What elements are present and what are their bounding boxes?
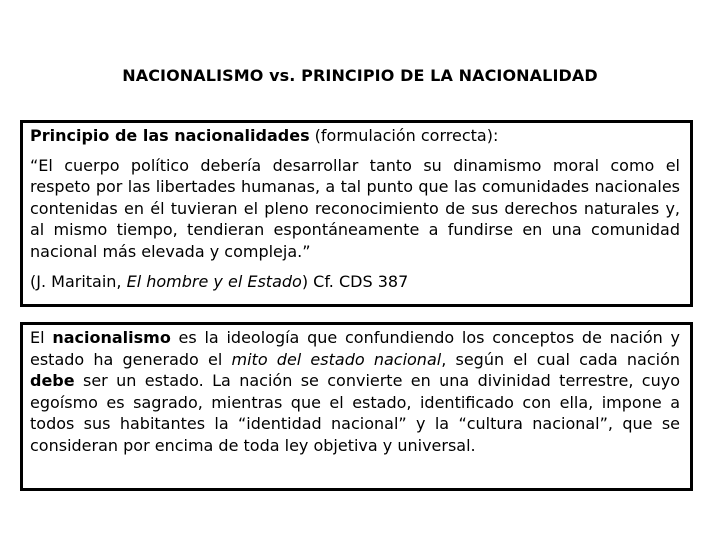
nat-seg-1: El xyxy=(30,328,53,347)
citation xyxy=(30,271,680,293)
principle-heading-rest: (formulación correcta): xyxy=(309,126,499,145)
citation-suffix: ) Cf. CDS 387 xyxy=(301,271,409,291)
nat-term-debe: debe xyxy=(30,371,75,391)
nationalism-paragraph xyxy=(30,327,680,457)
principle-box xyxy=(20,120,693,307)
slide-title: NACIONALISMO vs. PRINCIPIO DE LA NACIONALIDAD xyxy=(122,66,598,85)
nat-term-mito: mito del estado nacional xyxy=(231,349,442,369)
nat-term-nacionalismo: nacionalismo xyxy=(52,328,171,347)
citation-prefix: (J. Maritain, xyxy=(30,271,127,291)
principle-heading xyxy=(30,125,680,147)
maritain-quote: “El cuerpo político debería desarrollar tanto su dinamismo moral como el respeto por las libertades humanas, a tal punto que las comunidades nacionales contenidas en él tuvieran el pleno reconocimiento de sus derechos naturales y, al mismo tiempo, tendieran espontáneamente a fundirse en una comunidad nacional más elevada y compleja.” xyxy=(30,155,680,261)
principle-heading-bold: Principio de las nacionalidades xyxy=(30,126,310,145)
nat-seg-3: es la ideología que confundiendo los conceptos de nación y estado ha generado el xyxy=(30,328,681,369)
nat-seg-7: ser un estado. La nación se convierte en una divinidad terrestre, cuyo egoísmo es sagrado, mientras que el estado, identificado con ella, impone a todos sus habitantes la “identidad nacional” y la “cultura nacional”, que se consideran por encima de toda ley objetiva y universal. xyxy=(30,371,680,455)
nat-seg-5: , según el cual cada nación xyxy=(441,349,681,369)
citation-book-title: El hombre y el Estado xyxy=(126,271,302,291)
nationalism-box xyxy=(20,322,693,491)
